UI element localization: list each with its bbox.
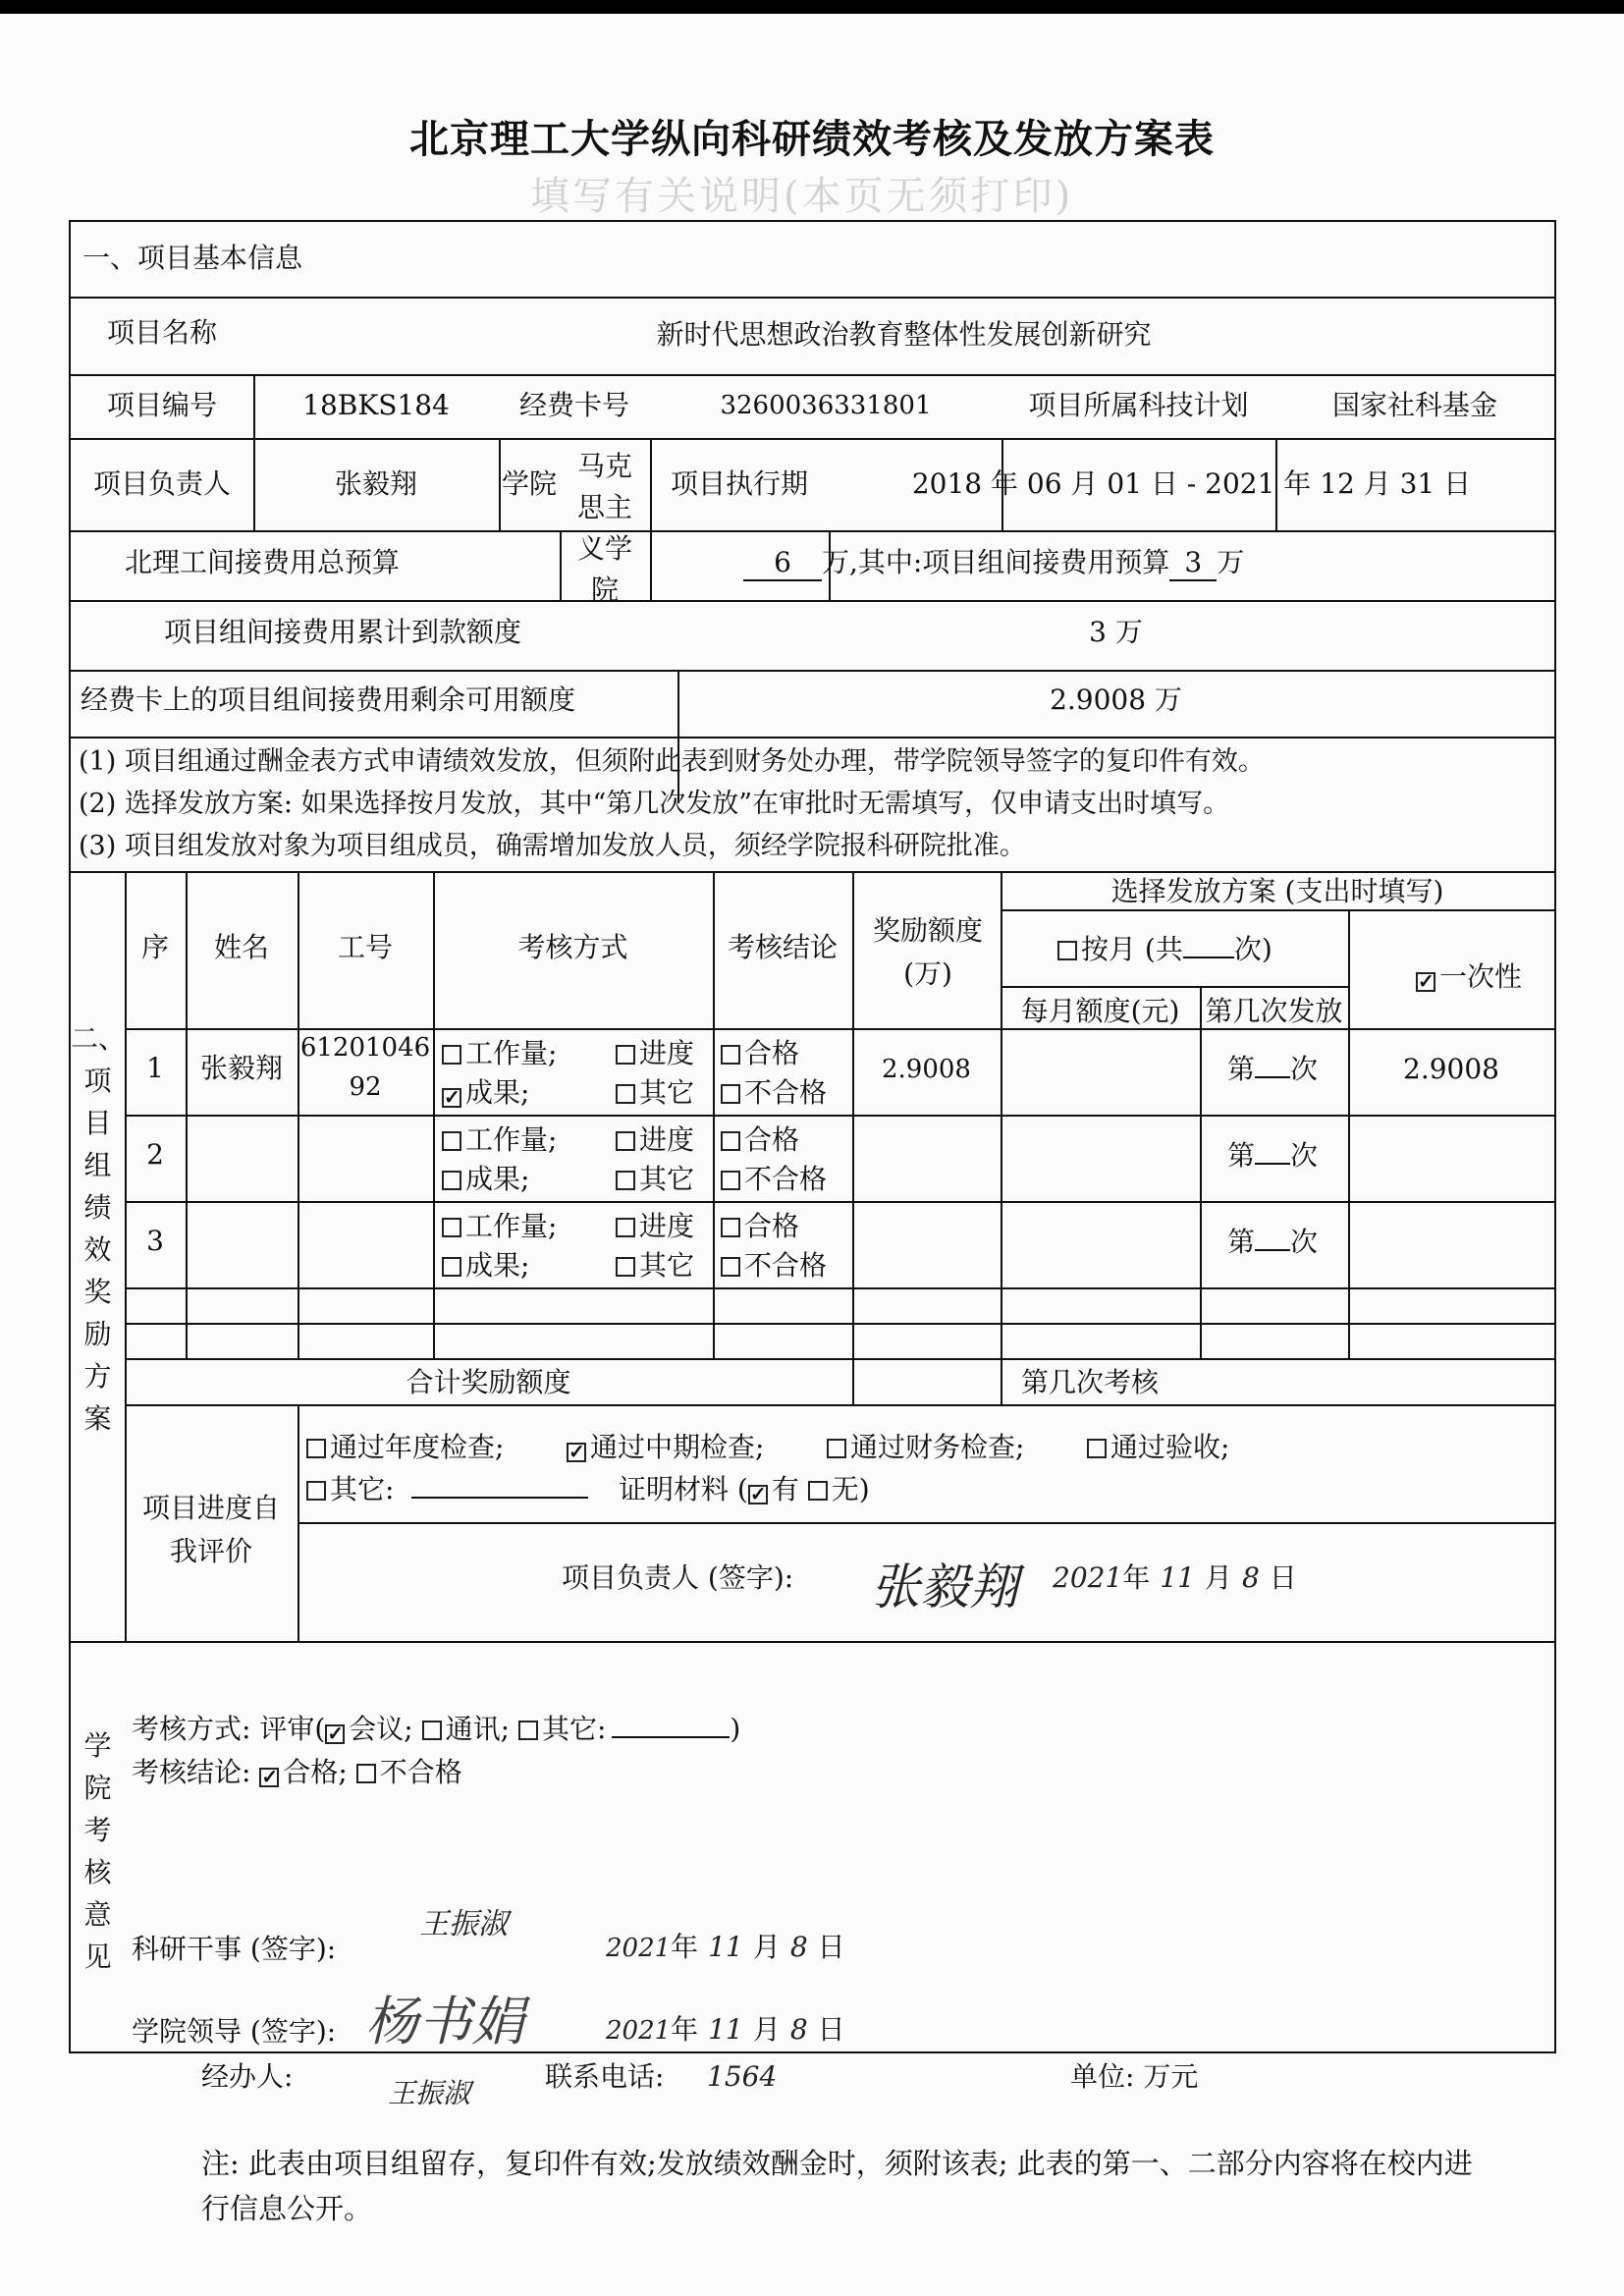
row-progress: 进度	[616, 1210, 694, 1243]
scan-top-edge	[0, 0, 1624, 14]
remaining-value: 2.9008 万	[1050, 683, 1182, 716]
leader-sign-label: 项目负责人 (签字):	[562, 1561, 794, 1594]
leader-label: 项目负责人	[92, 467, 231, 500]
row-fail: 不合格	[721, 1163, 827, 1196]
nth-issue-header: 第几次发放	[1205, 995, 1343, 1027]
check-other: 其它:	[306, 1473, 588, 1506]
note-3: (3) 项目组发放对象为项目组成员，确需增加发放人员，须经学院报科研院批准。	[79, 831, 1026, 861]
result-checkbox-checked[interactable]: ✓	[444, 1085, 460, 1109]
col-name: 姓名	[213, 931, 269, 963]
card-no-label: 经费卡号	[518, 389, 629, 421]
once-checkbox-checked[interactable]: ✓	[1418, 969, 1435, 993]
workload-checkbox[interactable]	[442, 1218, 461, 1237]
indirect-total-value: 6	[743, 546, 822, 581]
leader-value: 张毅翔	[334, 467, 417, 500]
pass-checkbox[interactable]	[721, 1218, 740, 1237]
plan-label: 项目所属科技计划	[1028, 389, 1249, 421]
period-value: 2018 年 06 月 01 日 - 2021 年 12 月 31 日	[911, 467, 1472, 500]
nth-review-label: 第几次考核	[1021, 1366, 1160, 1398]
pass-checkbox[interactable]	[721, 1045, 740, 1065]
row-fail: 不合格	[721, 1076, 827, 1110]
plan-value: 国家社科基金	[1331, 389, 1497, 421]
fail-checkbox[interactable]	[721, 1084, 740, 1104]
other-checkbox[interactable]	[616, 1084, 635, 1104]
group-budget-value: 3	[1169, 546, 1217, 581]
annual-checkbox[interactable]	[306, 1439, 326, 1458]
row-progress: 进度	[616, 1123, 694, 1157]
once-option: ✓ 一次性	[1418, 960, 1523, 993]
leader-signature: 张毅翔	[871, 1558, 1018, 1615]
row-seq: 2	[146, 1138, 164, 1171]
secretary-signature: 王振淑	[419, 1907, 508, 1941]
mid-checkbox-checked[interactable]: ✓	[568, 1440, 585, 1463]
row-method-line1: 工作量;	[442, 1037, 557, 1070]
review-method: 考核方式: 评审( ✓ 会议; 通讯; 其它: )	[132, 1713, 741, 1745]
row-pass: 合格	[721, 1123, 799, 1157]
row-name: 张毅翔	[199, 1052, 283, 1084]
project-name-value: 新时代思想政治教育整体性发展创新研究	[656, 318, 1152, 351]
group-budget-unit: 万	[1217, 546, 1245, 578]
progress-checkbox[interactable]	[616, 1045, 635, 1065]
dean-sign-date: 2021年 11 月 8 日	[606, 2013, 845, 2046]
row-other: 其它	[616, 1076, 694, 1110]
handler-signature: 王振淑	[388, 2077, 471, 2109]
fail-checkbox[interactable]	[721, 1257, 740, 1277]
row-method-line2: 成果;	[442, 1163, 529, 1196]
monthly-checkbox[interactable]	[1057, 941, 1077, 960]
row-id-line2: 92	[349, 1072, 382, 1102]
row-method-line2: 成果;	[442, 1249, 529, 1283]
indirect-budget-line	[743, 546, 1244, 581]
row-fail: 不合格	[721, 1249, 827, 1283]
row-method-line2: ✓ 成果;	[444, 1076, 530, 1109]
review-fail-checkbox[interactable]	[356, 1764, 376, 1783]
col-seq: 序	[140, 931, 169, 963]
section-2-side-label: 二、项目组绩效奖励方案	[71, 1022, 127, 1435]
progress-label: 项目进度自我评价	[141, 1492, 280, 1567]
col-id: 工号	[337, 931, 393, 963]
period-label: 项目执行期	[670, 467, 808, 500]
workload-checkbox[interactable]	[442, 1131, 461, 1151]
bleed-through-text: 填写有关说明(本页无须打印)	[530, 174, 1074, 219]
row-nth: 第 次	[1227, 1226, 1319, 1258]
project-no-label: 项目编号	[106, 389, 217, 421]
evidence-yes-checkbox-checked[interactable]: ✓	[749, 1482, 767, 1505]
section-3-side-label: 学院考核意见	[83, 1729, 112, 1973]
remaining-label: 经费卡上的项目组间接费用剩余可用额度	[81, 683, 576, 716]
result-checkbox[interactable]	[442, 1257, 461, 1277]
leader-sign-date: 2021年 11 月 8 日	[1053, 1561, 1297, 1594]
comm-checkbox[interactable]	[422, 1721, 442, 1740]
row-amount: 2.9008	[882, 1055, 971, 1084]
col-plan: 选择发放方案 (支出时填写)	[1110, 875, 1444, 907]
row-seq: 1	[146, 1052, 164, 1084]
form-table	[69, 220, 1556, 2053]
monthly-count-blank[interactable]	[1183, 957, 1234, 958]
accept-checkbox[interactable]	[1087, 1439, 1107, 1458]
row-other: 其它	[616, 1249, 694, 1283]
col-amount: 奖励额度(万)	[872, 914, 983, 990]
row-nth: 第 次	[1227, 1053, 1319, 1085]
unit-label: 单位: 万元	[1070, 2060, 1199, 2093]
project-name-label: 项目名称	[106, 316, 217, 349]
arrived-label: 项目组间接费用累计到款额度	[164, 616, 522, 648]
progress-checkbox[interactable]	[616, 1131, 635, 1151]
handler-label: 经办人:	[201, 2060, 294, 2093]
dean-signature: 杨书娟	[365, 1991, 524, 2052]
col-result: 考核结论	[727, 931, 838, 963]
evidence-no-checkbox[interactable]	[808, 1481, 828, 1501]
row-other: 其它	[616, 1163, 694, 1196]
check-mid: ✓ 通过中期检查;	[568, 1431, 765, 1463]
row-once-amount: 2.9008	[1403, 1053, 1499, 1085]
monthly-option: 按月 (共 次)	[1057, 933, 1272, 966]
monthly-amount-header: 每月额度(元)	[1020, 995, 1180, 1027]
footer-note: 注: 此表由项目组留存，复印件有效;发放绩效酬金时，须附该表; 此表的第一、二部分内容将在校内进行信息公开。	[201, 2147, 1473, 2226]
result-checkbox[interactable]	[442, 1171, 461, 1190]
other-checkbox[interactable]	[616, 1171, 635, 1190]
progress-checkbox[interactable]	[616, 1218, 635, 1237]
indirect-total-label: 北理工间接费用总预算	[125, 546, 401, 578]
document-title: 北京理工大学纵向科研绩效考核及发放方案表	[409, 117, 1215, 162]
card-no-value: 3260036331801	[720, 391, 932, 420]
row-progress: 进度	[616, 1037, 694, 1070]
row-id-line1: 61201046	[299, 1033, 431, 1063]
finance-checkbox[interactable]	[827, 1439, 846, 1458]
review-pass-checkbox-checked[interactable]: ✓	[261, 1765, 279, 1788]
check-annual: 通过年度检查;	[306, 1431, 504, 1464]
college-label: 学院	[501, 467, 557, 500]
total-label: 合计奖励额度	[406, 1366, 571, 1398]
col-method: 考核方式	[517, 931, 628, 963]
row-pass: 合格	[721, 1037, 799, 1070]
indirect-total-unit: 万,其中:项目组间接费用预算	[822, 546, 1170, 578]
row-nth: 第 次	[1227, 1139, 1319, 1172]
method-other-checkbox[interactable]	[518, 1721, 538, 1740]
pass-checkbox[interactable]	[721, 1131, 740, 1151]
review-result: 考核结论: ✓ 合格; 不合格	[132, 1756, 462, 1788]
note-1: (1) 项目组通过酬金表方式申请绩效发放，但须附此表到财务处办理，带学院领导签字的复印件有效。	[79, 746, 1265, 777]
secretary-sign-date: 2021年 11 月 8 日	[606, 1931, 845, 1963]
phone-handwritten: 1564	[707, 2060, 778, 2093]
check-finance: 通过财务检查;	[827, 1431, 1024, 1464]
row-method-line1: 工作量;	[442, 1123, 557, 1157]
meeting-checkbox-checked[interactable]: ✓	[327, 1722, 345, 1745]
other-checkbox[interactable]	[616, 1257, 635, 1277]
workload-checkbox[interactable]	[442, 1045, 461, 1065]
secretary-sign-label: 科研干事 (签字):	[132, 1933, 337, 1965]
evidence: 证明材料 ( ✓ 有 无)	[619, 1473, 870, 1505]
section-1-header: 一、项目基本信息	[82, 242, 303, 274]
row-seq: 3	[146, 1225, 164, 1257]
check-accept: 通过验收;	[1087, 1431, 1229, 1464]
college-value: 马克思主义学院	[576, 450, 632, 606]
dean-sign-label: 学院领导 (签字):	[132, 2015, 337, 2048]
note-2: (2) 选择发放方案: 如果选择按月发放，其中“第几次发放”在审批时无需填写，仅申请支出时填写。	[79, 789, 1230, 819]
phone-label: 联系电话:	[545, 2060, 665, 2093]
arrived-value: 3 万	[1089, 616, 1143, 648]
fail-checkbox[interactable]	[721, 1171, 740, 1190]
row-pass: 合格	[721, 1210, 799, 1243]
other-progress-checkbox[interactable]	[306, 1481, 326, 1501]
row-method-line1: 工作量;	[442, 1210, 557, 1243]
project-no-value: 18BKS184	[302, 389, 450, 421]
